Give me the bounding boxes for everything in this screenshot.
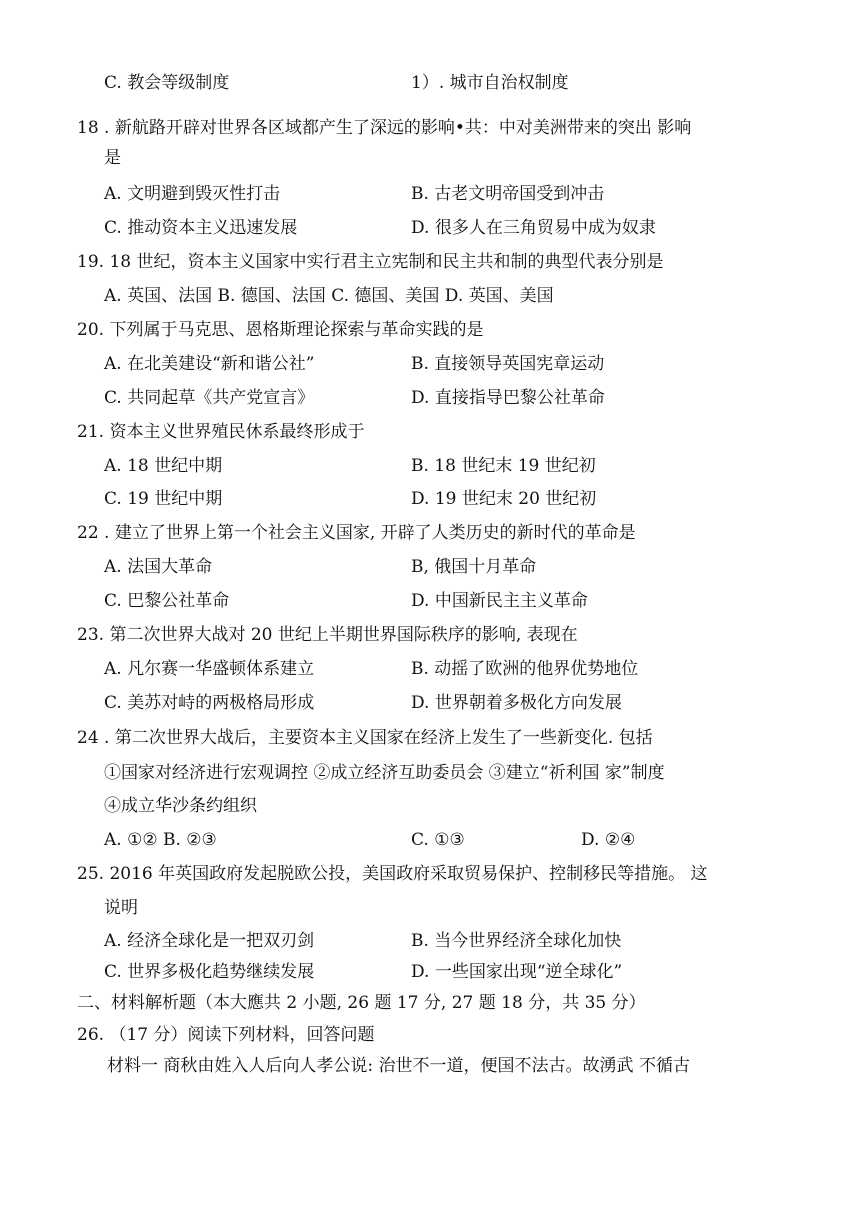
q23-option-d: D. 世界朝着多极化方向发展: [411, 693, 622, 713]
q23-stem: 23. 第二次世界大战对 20 世纪上半期世界国际秩序的影响, 表现在: [77, 625, 578, 645]
q21-option-c: C. 19 世纪中期: [104, 489, 223, 509]
q20-stem: 20. 下列属于马克思、恩格斯理论探索与革命实践的是: [77, 320, 484, 340]
q18-stem: 18 . 新航路开辟对世界各区域都产生了深远的影响•共：中对美洲带来的突出 影响: [77, 118, 692, 138]
q17-option-c: C. 教会等级制度: [104, 73, 230, 93]
q20-option-a: A. 在北美建设“新和谐公社”: [104, 354, 315, 374]
q18-option-a: A. 文明避到毁灭性打击: [104, 184, 281, 204]
q19-options: A. 英国、法国 B. 德国、法国 C. 德国、美国 D. 英国、美国: [104, 286, 554, 306]
q23-option-a: A. 凡尔赛一华盛顿体系建立: [104, 659, 315, 679]
q23-option-b: B. 动摇了欧洲的他界优势地位: [411, 659, 639, 679]
q25-option-a: A. 经济全球化是一把双刃剑: [104, 931, 315, 951]
q24-items-line2: ④成立华沙条约组织: [104, 796, 257, 816]
q21-option-a: A. 18 世纪中期: [104, 456, 223, 476]
q22-option-a: A. 法国大革命: [104, 557, 213, 577]
q18-option-b: B. 古老文明帝国受到冲击: [411, 184, 605, 204]
q22-option-b: B, 俄国十月革命: [411, 557, 537, 577]
q22-stem: 22 . 建立了世界上第一个社会主义国家, 开辟了人类历史的新时代的革命是: [77, 523, 636, 543]
q21-option-b: B. 18 世纪末 19 世纪初: [411, 456, 596, 476]
q24-items-line1: ①国家对经济进行宏观调控 ②成立经济互助委员会 ③建立“祈利国 家”制度: [104, 763, 665, 783]
q24-option-ab: A. ①② B. ②③: [104, 830, 217, 850]
q21-stem: 21. 资本主义世界殖民休系最终形成于: [77, 422, 365, 442]
q22-option-c: C. 巴黎公社革命: [104, 591, 230, 611]
q24-stem: 24 . 第二次世界大战后，主要资本主义国家在经济上发生了一些新变化. 包括: [77, 728, 653, 748]
q18-option-c: C. 推动资本主义迅速发展: [104, 218, 298, 238]
q25-stem-cont: 说明: [104, 898, 138, 918]
q25-option-b: B. 当今世界经济全球化加快: [411, 931, 622, 951]
q23-option-c: C. 美苏对峙的两极格局形成: [104, 693, 315, 713]
q18-stem-cont: 是: [104, 148, 121, 168]
q25-stem: 25. 2016 年英国政府发起脱欧公投，美国政府采取贸易保护、控制移民等措施。 这: [77, 864, 708, 884]
q26-stem: 26. （17 分）阅读下列材料，回答问题: [77, 1025, 375, 1045]
q18-option-d: D. 很多人在三角贸易中成为奴隶: [411, 218, 656, 238]
q26-material-1: 材料一 商秋由姓入人后向人孝公说: 治世不一道，便国不法古。故湧武 不循古: [107, 1056, 690, 1076]
q19-stem: 19. 18 世纪，资本主义国家中实行君主立宪制和民主共和制的典型代表分别是: [77, 252, 664, 272]
q21-option-d: D. 19 世纪末 20 世纪初: [411, 489, 597, 509]
q22-option-d: D. 中国新民主主义革命: [411, 591, 588, 611]
q20-option-d: D. 直接指导巴黎公社革命: [411, 388, 605, 408]
q25-option-d: D. 一些国家出现“逆全球化”: [411, 962, 623, 982]
q20-option-b: B. 直接领导英国宪章运动: [411, 354, 605, 374]
q25-option-c: C. 世界多极化趋势继续发展: [104, 962, 315, 982]
q24-option-c: C. ①③: [411, 830, 465, 850]
q20-option-c: C. 共同起草《共产党宣言》: [104, 388, 315, 408]
section-heading: 二、材料解析题（本大應共 2 小题, 26 题 17 分, 27 题 18 分，共 35 分）: [77, 993, 646, 1013]
q17-option-d: 1）. 城市自治权制度: [411, 73, 569, 93]
q24-option-d: D. ②④: [581, 830, 636, 850]
